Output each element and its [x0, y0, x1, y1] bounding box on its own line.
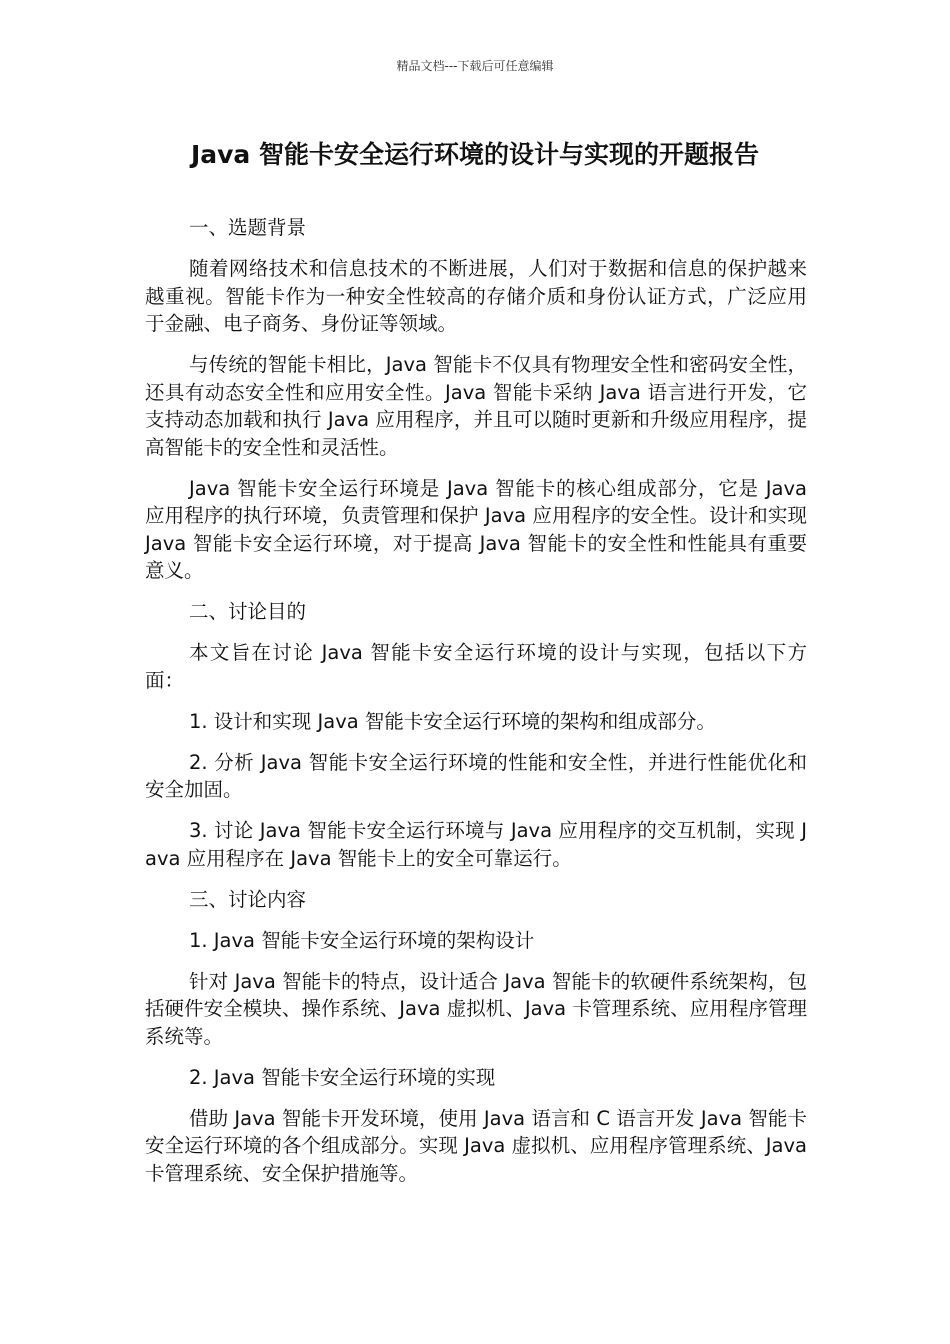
section-heading-content: 三、讨论内容 — [189, 887, 307, 911]
paragraph: 随着网络技术和信息技术的不断进展，人们对于数据和信息的保护越来越重视。智能卡作为一种安全性较高的存储介质和身份认证方式，广泛应用于金融、电子商务、身份证等领域。 — [145, 257, 807, 335]
subsection-heading-architecture: 1. Java 智能卡安全运行环境的架构设计 — [189, 928, 535, 952]
subsection-heading-implementation: 2. Java 智能卡安全运行环境的实现 — [189, 1065, 496, 1089]
header-note: 精品文档---下载后可任意编辑 — [396, 59, 554, 73]
section-heading-purpose: 二、讨论目的 — [189, 600, 307, 623]
list-item: 1. 设计和实现 Java 智能卡安全运行环境的架构和组成部分。 — [189, 709, 716, 733]
paragraph: Java 智能卡安全运行环境是 Java 智能卡的核心组成部分，它是 Java 应用程序的执行环境，负责管理和保护 Java 应用程序的安全性。设计和实现 Java 智能卡安全运行环境，对于提高 Java 智能卡的安全性和性能具有重要意义。 — [145, 476, 807, 582]
list-item: 3. 讨论 Java 智能卡安全运行环境与 Java 应用程序的交互机制，实现 Java 应用程序在 Java 智能卡上的安全可靠运行。 — [145, 819, 807, 870]
list-item: 2. 分析 Java 智能卡安全运行环境的性能和安全性，并进行性能优化和安全加固。 — [145, 750, 807, 801]
paragraph: 针对 Java 智能卡的特点，设计适合 Java 智能卡的软硬件系统架构，包括硬件安全模块、操作系统、Java 虚拟机、Java 卡管理系统、应用程序管理系统等。 — [145, 969, 807, 1048]
document-title: Java 智能卡安全运行环境的设计与实现的开题报告 — [190, 140, 760, 169]
section-heading-background: 一、选题背景 — [189, 216, 307, 239]
paragraph: 本文旨在讨论 Java 智能卡安全运行环境的设计与实现，包括以下方面： — [145, 641, 807, 692]
document-body — [145, 214, 807, 1201]
paragraph: 与传统的智能卡相比，Java 智能卡不仅具有物理安全性和密码安全性，还具有动态安全性和应用安全性。Java 智能卡采纳 Java 语言进行开发，它支持动态加载和执行 Java 应用程序，并且可以随时更新和升级应用程序，提高智能卡的安全性和灵活性。 — [145, 353, 807, 459]
paragraph: 借助 Java 智能卡开发环境，使用 Java 语言和 C 语言开发 Java 智能卡安全运行环境的各个组成部分。实现 Java 虚拟机、应用程序管理系统、Java 卡管理系统、安全保护措施等。 — [145, 1106, 807, 1185]
